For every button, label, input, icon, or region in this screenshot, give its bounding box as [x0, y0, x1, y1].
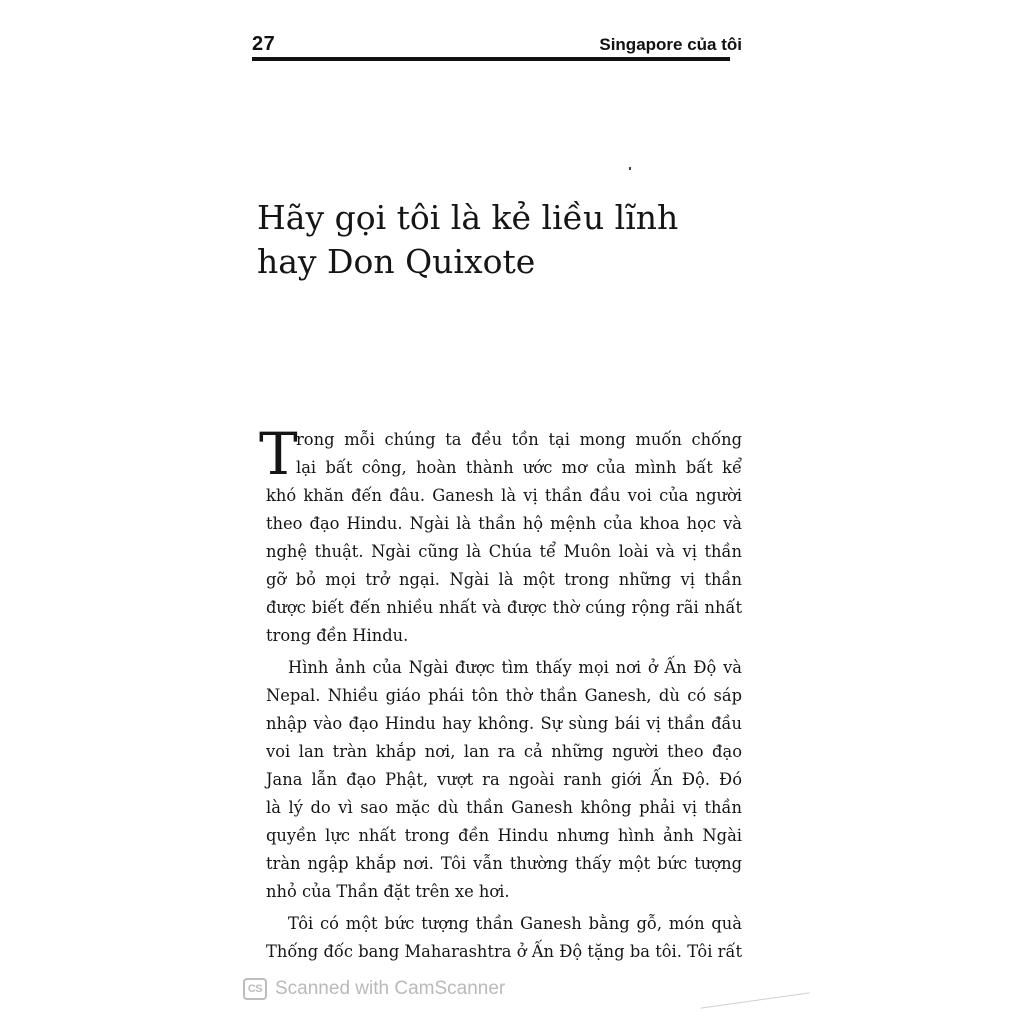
paragraph-3 — [266, 910, 742, 966]
running-title: Singapore của tôi — [599, 35, 742, 54]
chapter-title — [257, 196, 737, 284]
text-line: tràn ngập khắp nơi. Tôi vẫn thường thấy một bức tượng — [266, 854, 742, 873]
text-line: Nepal. Nhiều giáo phái tôn thờ thần Ganesh, dù có sáp — [266, 686, 742, 705]
text-line: Jana lẫn đạo Phật, vượt ra ngoài ranh giới Ấn Độ. Đó — [266, 770, 742, 789]
text-line: là lý do vì sao mặc dù thần Ganesh không phải vị thần — [266, 798, 742, 817]
watermark-text: Scanned with CamScanner — [275, 978, 506, 999]
text-line: Hình ảnh của Ngài được tìm thấy mọi nơi ở Ấn Độ và — [288, 658, 742, 677]
text-line: voi lan tràn khắp nơi, lan ra cả những người theo đạo — [266, 742, 742, 761]
paragraph-2 — [266, 654, 742, 906]
text-line: Tôi có một bức tượng thần Ganesh bằng gỗ, món quà — [288, 914, 742, 933]
text-line: khó khăn đến đâu. Ganesh là vị thần đầu voi của người — [266, 486, 742, 505]
text-line: gỡ bỏ mọi trở ngại. Ngài là một trong những vị thần — [266, 570, 742, 589]
paragraph-1 — [259, 420, 742, 650]
text-line: Thống đốc bang Maharashtra ở Ấn Độ tặng ba tôi. Tôi rất — [266, 942, 742, 961]
text-line: rong mỗi chúng ta đều tồn tại mong muốn chống — [296, 430, 742, 449]
body-text — [259, 420, 742, 966]
page-number: 27 — [252, 33, 276, 55]
camscanner-logo-icon: CS — [243, 978, 267, 1000]
camscanner-watermark — [243, 978, 505, 1000]
scan-streak — [700, 992, 809, 1008]
chapter-title-line-2: hay Don Quixote — [257, 242, 536, 281]
text-line: nhỏ của Thần đặt trên xe hơi. — [266, 882, 510, 901]
text-line: lại bất công, hoàn thành ước mơ của mình bất kể — [296, 458, 742, 477]
drop-cap: T — [259, 420, 298, 488]
text-line: quyền lực nhất trong đền Hindu nhưng hình ảnh Ngài — [266, 826, 742, 845]
scan-speck — [629, 167, 631, 170]
chapter-title-line-1: Hãy gọi tôi là kẻ liều lĩnh — [257, 198, 679, 237]
text-line: theo đạo Hindu. Ngài là thần hộ mệnh của khoa học và — [266, 514, 742, 533]
text-line: được biết đến nhiều nhất và được thờ cúng rộng rãi nhất — [266, 598, 742, 617]
header-rule — [252, 57, 730, 61]
text-line: nhập vào đạo Hindu hay không. Sự sùng bái vị thần đầu — [266, 714, 742, 733]
text-line: trong đền Hindu. — [266, 626, 409, 645]
text-line: nghệ thuật. Ngài cũng là Chúa tể Muôn loài và vị thần — [266, 542, 742, 561]
